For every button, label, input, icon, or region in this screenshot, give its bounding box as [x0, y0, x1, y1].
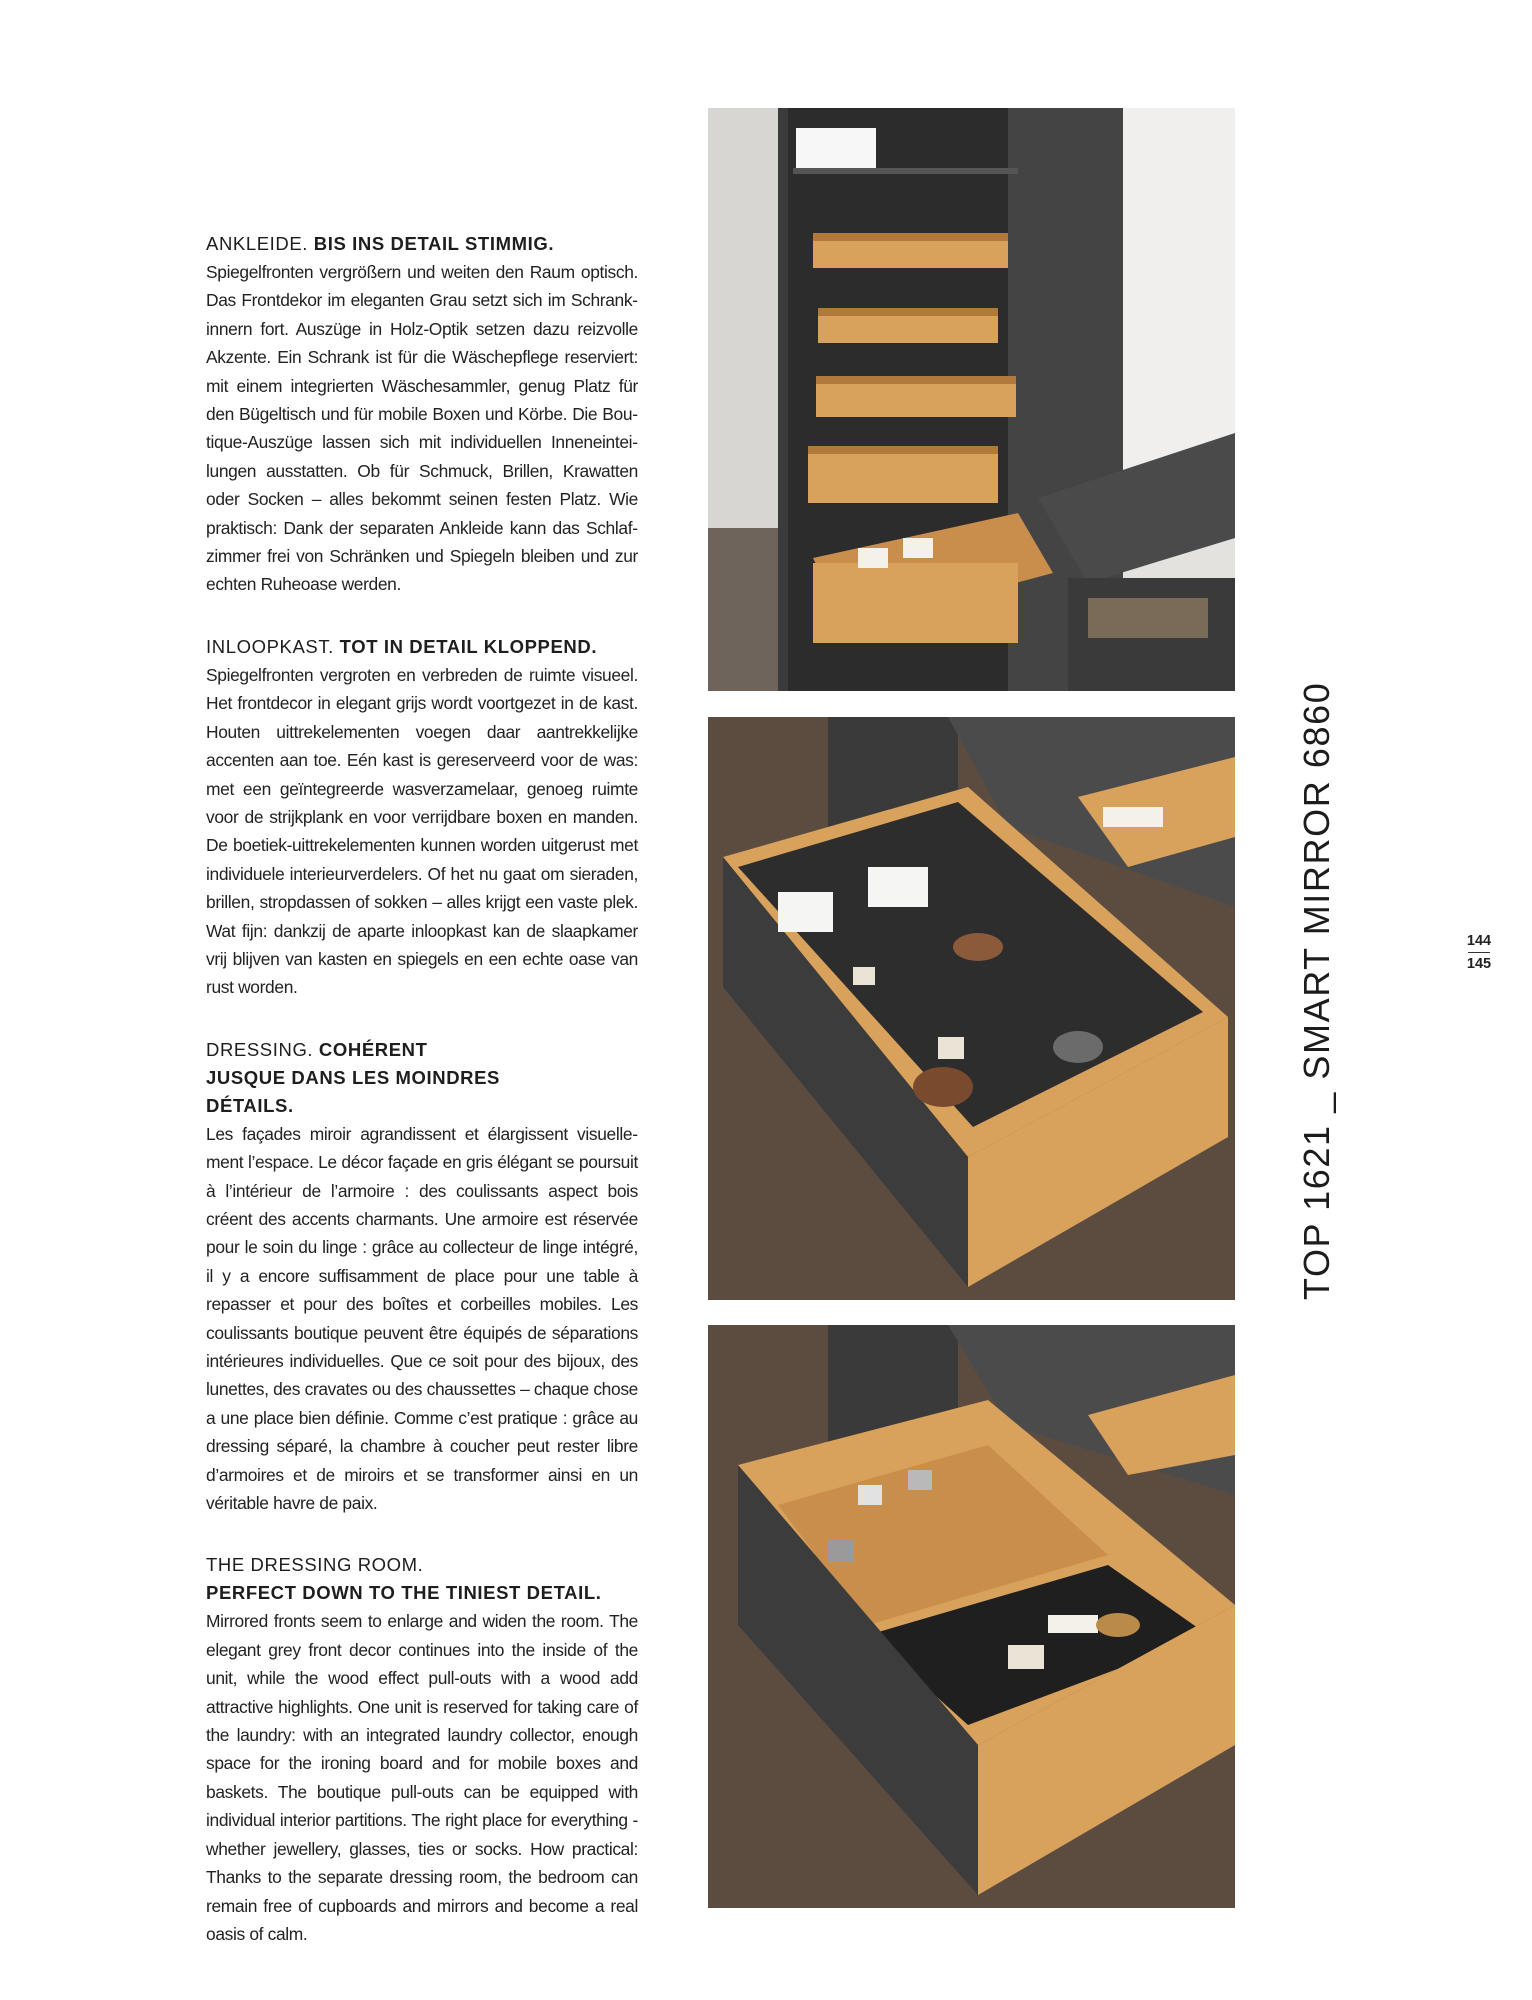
- text-column: [206, 230, 638, 1982]
- section-label: DRESSING.: [206, 1038, 314, 1060]
- wood-compartment-drawer-photo: [708, 1325, 1235, 1908]
- page-number-left: 144: [1466, 933, 1492, 949]
- organiser-drawer-illustration: [708, 717, 1235, 1300]
- section-body: Les façades miroir agrandissent et élargissent visuellement l’espace. Le décor façade en gris élégant se poursuit à l’intérieur de l’armoire : des coulissants aspect bois créent des accents charmants. Une armoire est réservée pour le soin du linge : grâce au collecteur de linge intégré, il y a encore suffisamment de place pour une table à repasser et pour des boîtes et corbeilles mobiles. Les coulissants boutique peuvent être équipés de séparations intérieures individuelles. Que ce soit pour des bijoux, des lunettes, des cravates ou des chaussettes – chaque chose a une place bien définie. Comme c’est pratique : grâce au dressing séparé, la chambre à coucher peut rester libre d’armoires et de miroirs et se transformer ainsi en un véritable havre de paix.: [206, 1123, 638, 1514]
- page-number-divider: [1468, 952, 1490, 953]
- section-title: COHÉRENT JUSQUE DANS LES MOINDRES DÉTAILS.: [206, 1038, 500, 1116]
- section-body: Spiegelfronten vergroten en verbreden de ruimte visueel. Het frontdecor in elegant grijs wordt voortgezet in de kast. Houten uittrekelementen voegen daar aantrekkelijke accenten aan toe. Eén kast is gereserveerd voor de was: met een geïntegreerde wasverzamelaar, genoeg ruimte voor de strijkplank en voor verrijdbare boxen en manden. De boetiek-uittrekelementen kunnen worden uitgerust met individuele interieurverdelers. Of het nu gaat om sieraden, brillen, stropdassen of sokken – alles krijgt een vaste plek. Wat fijn: dankzij de aparte inloopkast kan de slaapkamer vrij blijven van kasten en spiegels en een echte oase van rust worden.: [206, 664, 638, 998]
- wood-compartment-drawer-illustration: [708, 1325, 1235, 1908]
- section-title: PERFECT DOWN TO THE TINIEST DETAIL.: [206, 1582, 602, 1604]
- section-label: THE DRESSING ROOM.: [206, 1554, 424, 1576]
- section-heading: [206, 1551, 638, 1607]
- section-en: [206, 1551, 638, 1948]
- section-fr: [206, 1036, 638, 1518]
- section-label: ANKLEIDE.: [206, 233, 309, 254]
- section-title: BIS INS DETAIL STIMMIG.: [313, 233, 555, 254]
- section-de: [206, 230, 638, 599]
- wardrobe-illustration: [708, 108, 1235, 691]
- section-heading: [206, 633, 638, 661]
- page-number-right: 145: [1466, 956, 1492, 972]
- wardrobe-photo: [708, 108, 1235, 691]
- section-heading: [206, 1036, 506, 1120]
- section-heading: [206, 230, 638, 258]
- page-numbers: [1462, 932, 1496, 973]
- section-body: Spiegelfronten vergrößern und weiten den Raum optisch. Das Frontdekor im eleganten Grau setzt sich im Schrankinnern fort. Auszüge in Holz-Optik setzen dazu reizvolle Akzente. Ein Schrank ist für die Wäschepflege reserviert: mit einem integrierten Wäschesammler, genug Platz für den Bügeltisch und für mobile Boxen und Körbe. Die Boutique-Auszüge lassen sich mit individuellen Inneneinteilungen ausstatten. Ob für Schmuck, Brillen, Krawatten oder Socken – alles bekommt seinen festen Platz. Wie praktisch: Dank der separaten Ankleide kann das Schlafzimmer frei von Schränken und Spiegeln bleiben und zur echten Ruheoase werden.: [206, 262, 638, 595]
- section-body: Mirrored fronts seem to enlarge and widen the room. The elegant grey front decor continues into the inside of the unit, while the wood effect pull-outs with a wood add attractive highlights. One unit is reserved for taking care of the laundry: with an integrated laundry collector, enough space for the ironing board and for mobile boxes and baskets. The boutique pull-outs can be equipped with individual interior partitions. The right place for everything - whether jewellery, glasses, ties or socks. How practical: Thanks to the separate dressing room, the bedroom can remain free of cupboards and mirrors and become a real oasis of calm.: [206, 1611, 638, 1944]
- organiser-drawer-photo: [708, 717, 1235, 1300]
- side-title: TOP 1621 _ SMART MIRROR 6860: [1296, 681, 1337, 1300]
- section-label: INLOOPKAST.: [206, 635, 334, 657]
- section-nl: [206, 633, 638, 1002]
- section-title: TOT IN DETAIL KLOPPEND.: [339, 635, 598, 657]
